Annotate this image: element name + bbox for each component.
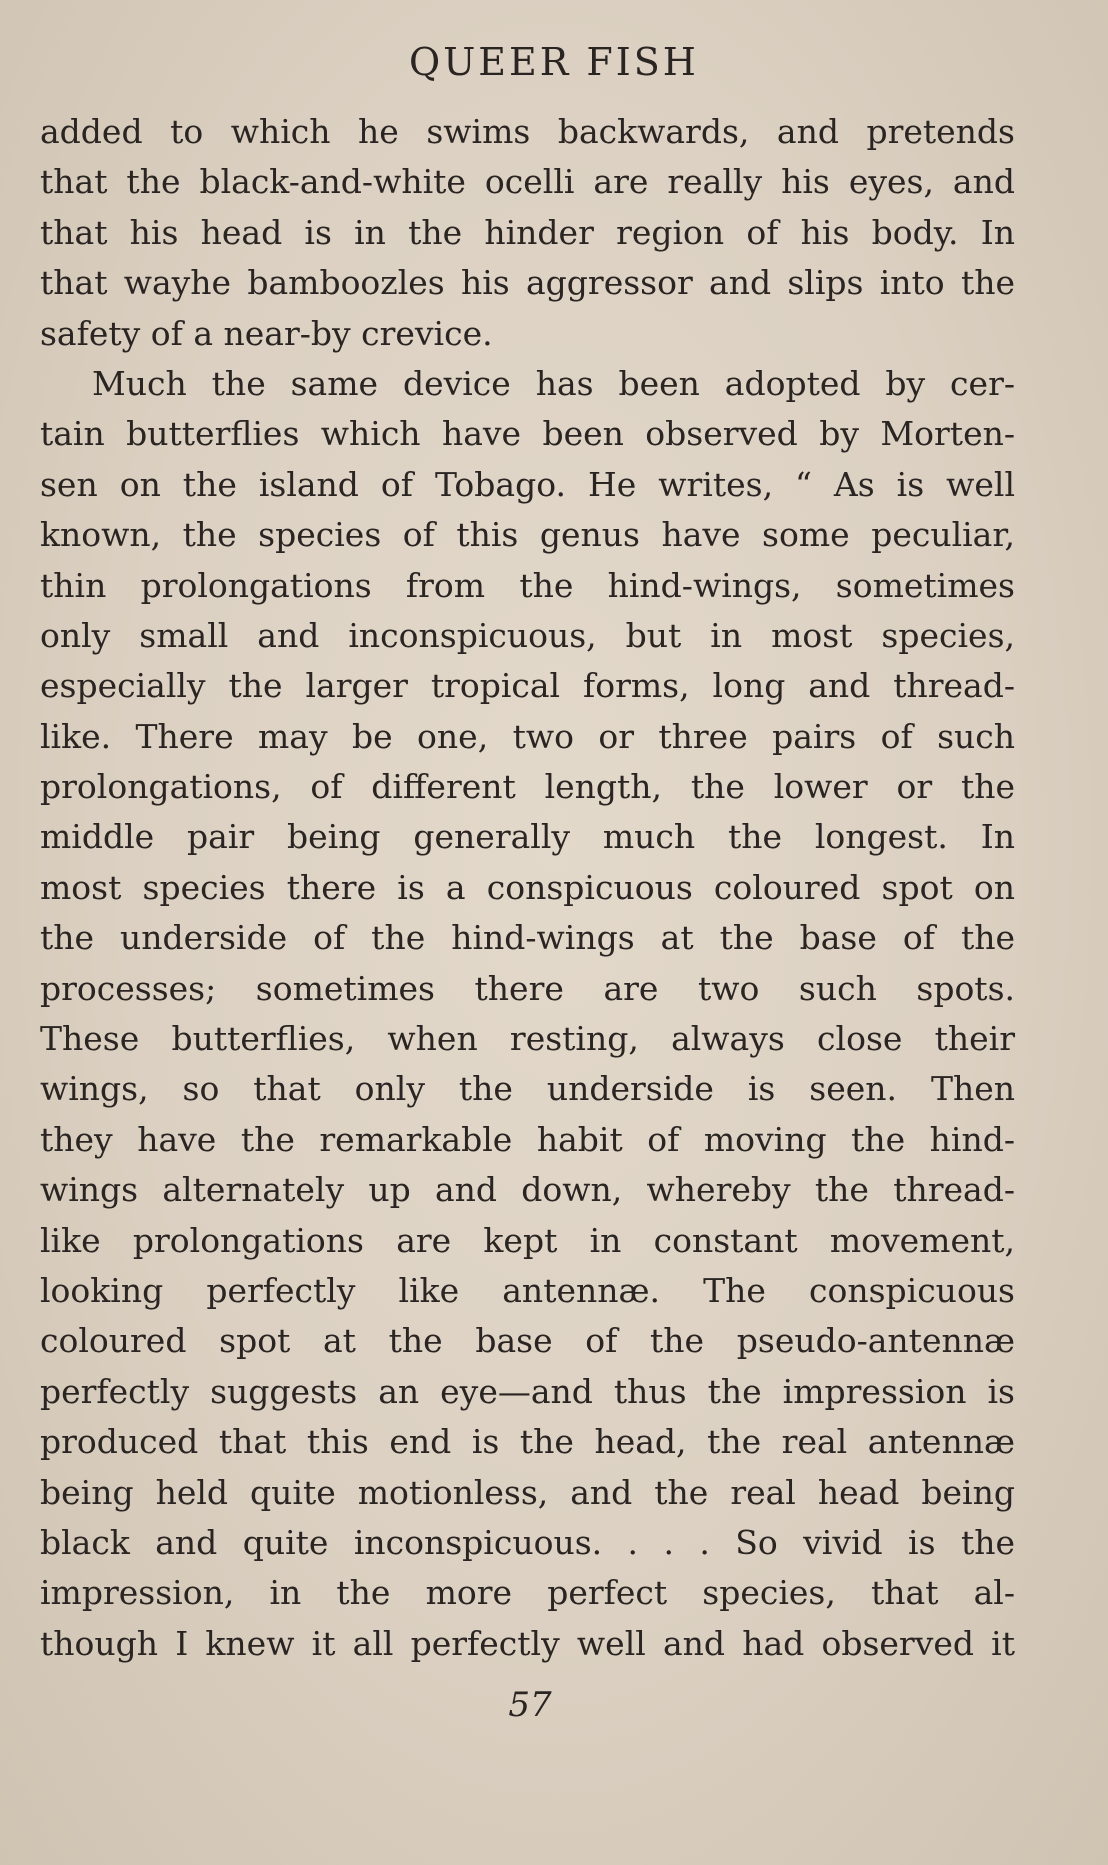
text-line: middle pair being generally much the longest. In (40, 817, 1015, 857)
text-line: coloured spot at the base of the pseudo-antennæ (40, 1321, 1015, 1361)
page-number: 57 (508, 1685, 552, 1725)
text-line: sen on the island of Tobago. He writes, “ As is well (40, 464, 1015, 504)
text-line: wings alternately up and down, whereby the thread- (40, 1170, 1015, 1210)
text-line: tain butterflies which have been observed by Morten- (40, 414, 1015, 454)
text-line: added to which he swims backwards, and pretends (40, 112, 1015, 151)
text-line: the underside of the hind-wings at the base of the (40, 918, 1015, 958)
body-text (40, 107, 1015, 1669)
text-line: like prolongations are kept in constant movement, (40, 1220, 1015, 1260)
text-line: produced that this end is the head, the real antennæ (40, 1422, 1015, 1462)
paragraph-start-line: Much the same device has been adopted by cer- (92, 363, 1015, 403)
text-line: safety of a near-by crevice. (40, 313, 493, 353)
text-line: looking perfectly like antennæ. The conspicuous (40, 1270, 1015, 1310)
text-line: they have the remarkable habit of moving the hind- (40, 1119, 1015, 1159)
text-line: being held quite motionless, and the real head being (40, 1472, 1015, 1512)
text-line: wings, so that only the underside is seen. Then (40, 1069, 1015, 1109)
text-line: thin prolongations from the hind-wings, sometimes (40, 565, 1015, 605)
text-line: black and quite inconspicuous. . . . So vivid is the (40, 1522, 1015, 1562)
running-head: QUEER FISH (409, 40, 699, 84)
text-line: impression, in the more perfect species, that al- (40, 1573, 1015, 1613)
text-line: processes; sometimes there are two such spots. (40, 968, 1015, 1008)
text-line: prolongations, of different length, the lower or the (40, 767, 1015, 807)
text-line: These butterflies, when resting, always close their (40, 1019, 1015, 1059)
text-line: though I knew it all perfectly well and had observed it (40, 1623, 1015, 1663)
text-line: known, the species of this genus have some peculiar, (40, 515, 1015, 555)
text-line: perfectly suggests an eye—and thus the impression is (40, 1371, 1015, 1411)
text-line: that wayhe bamboozles his aggressor and slips into the (40, 263, 1015, 303)
text-line: only small and inconspicuous, but in most species, (40, 615, 1015, 655)
text-line: that the black-and-white ocelli are really his eyes, and (40, 162, 1015, 202)
text-line: that his head is in the hinder region of his body. In (40, 212, 1015, 252)
text-line: most species there is a conspicuous coloured spot on (40, 867, 1015, 907)
text-line: like. There may be one, two or three pairs of such (40, 716, 1015, 756)
text-line: especially the larger tropical forms, long and thread- (40, 666, 1015, 706)
